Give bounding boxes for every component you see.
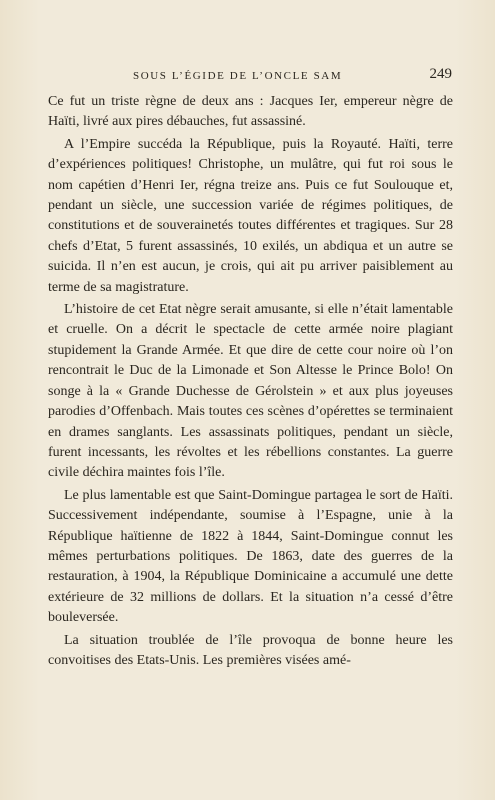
paragraph-1: Ce fut un triste règne de deux ans : Jacques Ier, empereur nègre de Haïti, livré aux pires débauches, fut assassiné.	[48, 94, 453, 130]
body-text	[48, 92, 453, 671]
paragraph-2: A l’Empire succéda la République, puis la Royauté. Haïti, terre d’expériences politiques! Christophe, un mulâtre, qui fut roi sous le nom capétien d’Henri Ier, régna treize ans. Puis ce fut Soulouque et, pendant un siècle, une succession variée de régimes politiques, de constitutions et de souverainetés toutes différentes et tragiques. Sur 28 chefs d’Etat, 5 furent assassinés, 10 exilés, un abdiqua et un autre se suicida. Il n’en est aucun, je crois, qui ait pu arriver paisiblement au terme de sa magistrature.	[48, 136, 453, 295]
paragraph-5: La situation troublée de l’île provoqua de bonne heure les convoitises des Etats-Unis. Les premières visées amé-	[48, 632, 453, 668]
running-head	[48, 66, 452, 86]
paragraph-4: Le plus lamentable est que Saint-Domingue partagea le sort de Haïti. Successivement indépendante, soumise à l’Espagne, unie à la République haïtienne de 1822 à 1844, Saint-Domingue connut les mêmes perturbations politiques. De 1863, date des guerres de la restauration, à 1904, la République Dominicaine a accumulé une dette extérieure de 32 millions de dollars. Et la situation n’a cessé d’être bouleversée.	[48, 487, 453, 626]
running-title: SOUS L’ÉGIDE DE L’ONCLE SAM	[133, 70, 343, 82]
paragraph-3: L’histoire de cet Etat nègre serait amusante, si elle n’était lamentable et cruelle. On a décrit le spectacle de cette armée noire plagiant stupidement la Grande Armée. Et que dire de cette cour noire où l’on rencontrait le Duc de la Limonade et Son Altesse le Prince Bolo! On songe à la « Grande Duchesse de Gérolstein » et aux plus joyeuses parodies d’Offenbach. Mais toutes ces scènes d’opérettes se terminaient en drames sanglants. Les assassinats politiques, pendant un siècle, furent incessants, les révoltes et les rébellions constantes. La guerre civile déchira maintes fois l’île.	[48, 302, 453, 481]
page-number: 249	[429, 66, 452, 82]
